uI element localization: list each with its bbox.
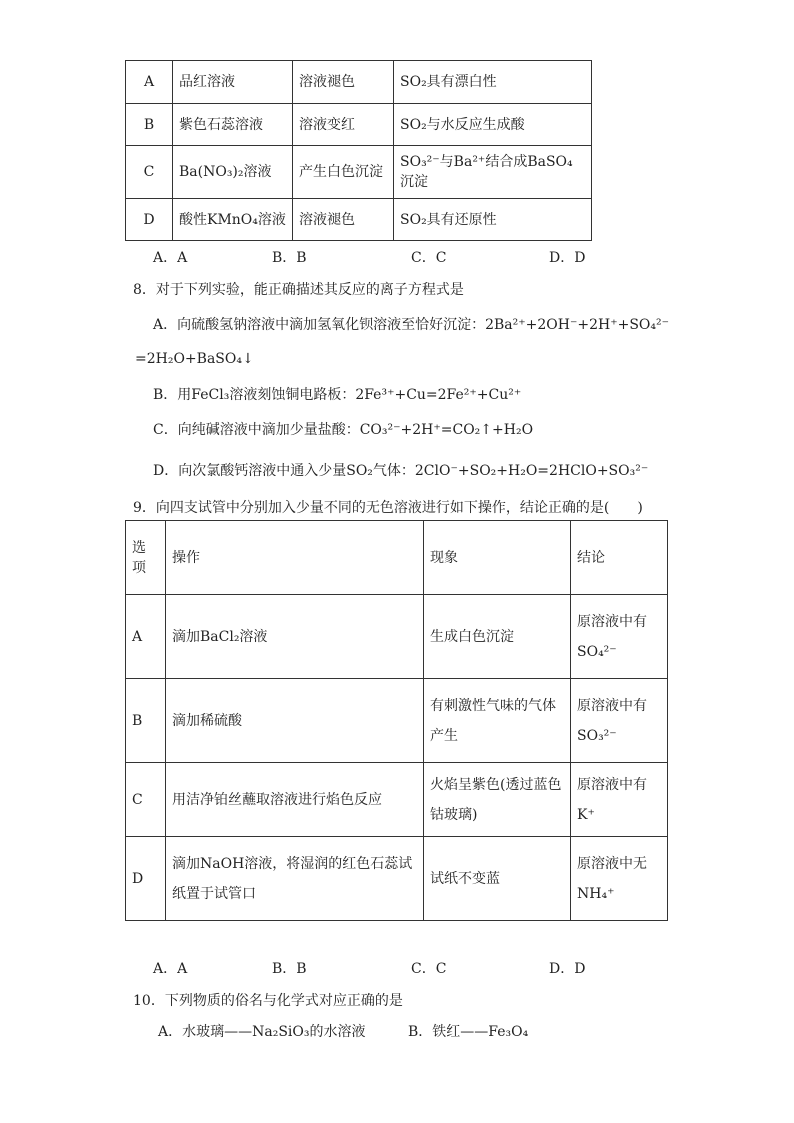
option-cell: D xyxy=(126,199,173,241)
option-cell: C xyxy=(126,763,166,837)
phenomenon-cell: 产生白色沉淀 xyxy=(293,146,394,199)
q7-table xyxy=(125,60,592,241)
choice-a[interactable]: A．A xyxy=(153,961,188,977)
conclusion-cell: 原溶液中无NH₄⁺ xyxy=(571,837,668,921)
choice-c[interactable]: C．C xyxy=(411,250,447,266)
q8-option-a-cont: =2H₂O+BaSO₄↓ xyxy=(135,351,254,367)
q7-choices xyxy=(153,247,585,267)
table-row xyxy=(126,104,592,146)
phenomenon-cell: 溶液褪色 xyxy=(293,61,394,104)
q8-option-d[interactable]: D．向次氯酸钙溶液中通入少量SO₂气体：2ClO⁻+SO₂+H₂O=2HClO+SO₃²⁻ xyxy=(153,463,649,479)
operation-cell: 滴加NaOH溶液，将湿润的红色石蕊试纸置于试管口 xyxy=(166,837,424,921)
q9-stem: 9．向四支试管中分别加入少量不同的无色溶液进行如下操作，结论正确的是( ) xyxy=(133,500,643,516)
choice-c[interactable]: C．C xyxy=(411,961,447,977)
table-row xyxy=(126,837,668,921)
choice-a[interactable]: A．A xyxy=(153,250,188,266)
table-row xyxy=(126,763,668,837)
conclusion-cell: 原溶液中有K⁺ xyxy=(571,763,668,837)
conclusion-cell: 原溶液中有SO₄²⁻ xyxy=(571,595,668,679)
q8-option-a[interactable]: A．向硫酸氢钠溶液中滴加氢氧化钡溶液至恰好沉淀：2Ba²⁺+2OH⁻+2H⁺+SO₄²⁻ xyxy=(153,317,670,333)
choice-d[interactable]: D．D xyxy=(549,961,586,977)
conclusion-cell: SO₃²⁻与Ba²⁺结合成BaSO₄沉淀 xyxy=(394,146,592,199)
q9-choices xyxy=(153,958,585,978)
operation-cell: 滴加BaCl₂溶液 xyxy=(166,595,424,679)
phenomenon-cell: 试纸不变蓝 xyxy=(424,837,571,921)
q8-option-b[interactable]: B．用FeCl₃溶液刻蚀铜电路板：2Fe³⁺+Cu=2Fe²⁺+Cu²⁺ xyxy=(153,387,522,403)
q9-table xyxy=(125,520,668,921)
q10-stem: 10．下列物质的俗名与化学式对应正确的是 xyxy=(133,993,403,1009)
conclusion-cell: SO₂与水反应生成酸 xyxy=(394,104,592,146)
q10-option-a[interactable]: A．水玻璃——Na₂SiO₃的水溶液 xyxy=(158,1024,366,1040)
option-cell: A xyxy=(126,595,166,679)
option-cell: C xyxy=(126,146,173,199)
table-row xyxy=(126,595,668,679)
option-cell: A xyxy=(126,61,173,104)
phenomenon-cell: 生成白色沉淀 xyxy=(424,595,571,679)
phenomenon-cell: 溶液变红 xyxy=(293,104,394,146)
header-operation: 操作 xyxy=(166,521,424,595)
reagent-cell: 品红溶液 xyxy=(173,61,293,104)
option-cell: B xyxy=(126,104,173,146)
table-row xyxy=(126,61,592,104)
header-phenomenon: 现象 xyxy=(424,521,571,595)
operation-cell: 用洁净铂丝蘸取溶液进行焰色反应 xyxy=(166,763,424,837)
q8-option-c[interactable]: C．向纯碱溶液中滴加少量盐酸：CO₃²⁻+2H⁺=CO₂↑+H₂O xyxy=(153,422,534,438)
q8-stem: 8．对于下列实验，能正确描述其反应的离子方程式是 xyxy=(133,282,464,298)
table-row xyxy=(126,679,668,763)
header-option: 选项 xyxy=(126,521,166,595)
conclusion-cell: 原溶液中有SO₃²⁻ xyxy=(571,679,668,763)
conclusion-cell: SO₂具有还原性 xyxy=(394,199,592,241)
table-row xyxy=(126,199,592,241)
phenomenon-cell: 有刺激性气味的气体产生 xyxy=(424,679,571,763)
reagent-cell: Ba(NO₃)₂溶液 xyxy=(173,146,293,199)
reagent-cell: 紫色石蕊溶液 xyxy=(173,104,293,146)
phenomenon-cell: 溶液褪色 xyxy=(293,199,394,241)
option-cell: B xyxy=(126,679,166,763)
option-cell: D xyxy=(126,837,166,921)
table-row xyxy=(126,146,592,199)
reagent-cell: 酸性KMnO₄溶液 xyxy=(173,199,293,241)
choice-b[interactable]: B．B xyxy=(272,961,307,977)
header-conclusion: 结论 xyxy=(571,521,668,595)
conclusion-cell: SO₂具有漂白性 xyxy=(394,61,592,104)
choice-b[interactable]: B．B xyxy=(272,250,307,266)
phenomenon-cell: 火焰呈紫色(透过蓝色钴玻璃) xyxy=(424,763,571,837)
choice-d[interactable]: D．D xyxy=(549,250,586,266)
q10-option-b[interactable]: B．铁红——Fe₃O₄ xyxy=(408,1024,529,1040)
operation-cell: 滴加稀硫酸 xyxy=(166,679,424,763)
table-header-row xyxy=(126,521,668,595)
